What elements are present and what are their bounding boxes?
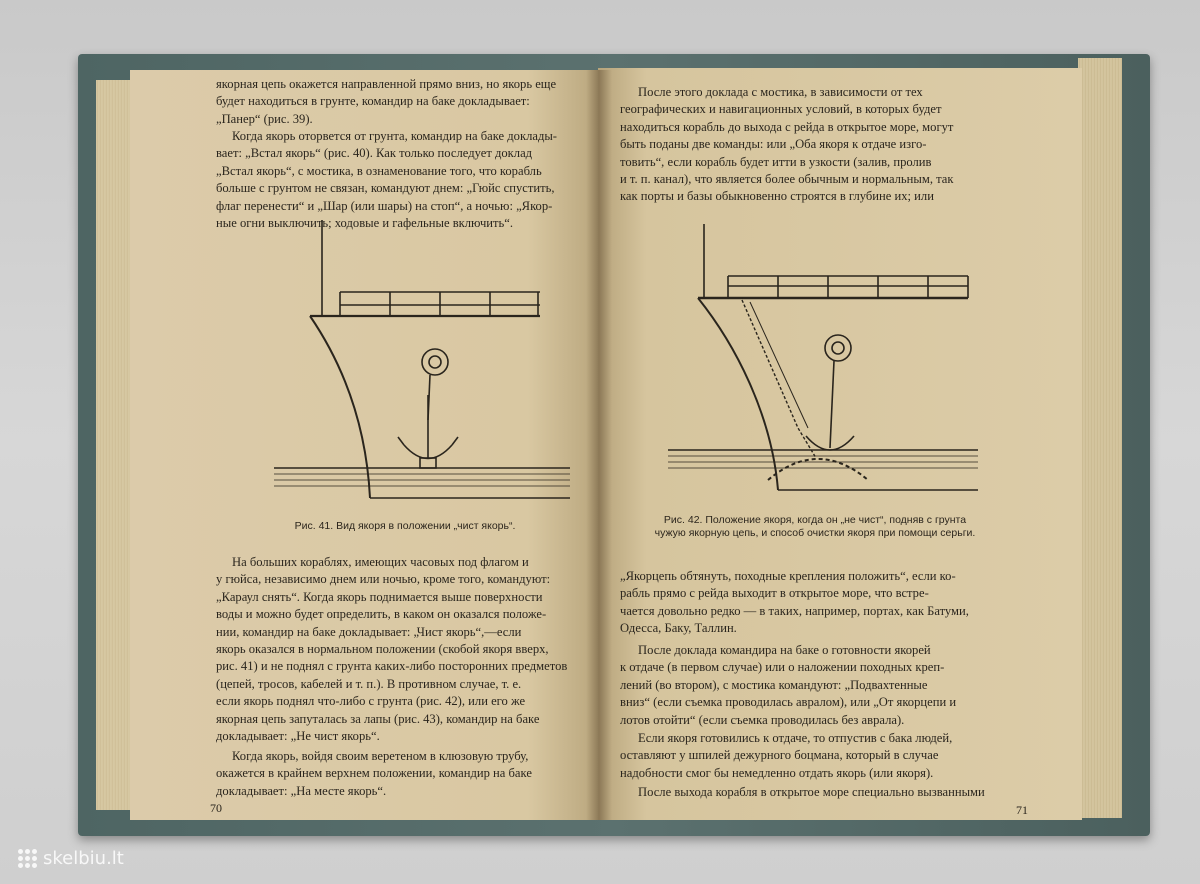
text-line: лотов отойти“ (если съемка проводилась без аврала). [620,712,905,727]
text-line: товить“, если корабль будет итти в узкости (залив, пролив [620,154,932,169]
right-paragraph-2 [620,568,1008,638]
text-line: воды и можно будет определить, в каком он оказался положе- [216,607,547,622]
right-paragraph-4 [620,730,1008,782]
text-line: если якорь поднял что-либо с грунта (рис. 42), или его же [216,694,526,709]
text-line: находиться корабль до выхода с рейда в открытое море, могут [620,119,954,134]
watermark-text: skelbiu.lt [43,848,124,869]
text-line: якорная цепь запуталась за лапы (рис. 43), командир на баке [216,711,540,726]
text-line: (цепей, тросов, кабелей и т. п.). В противном случае, т. е. [216,676,522,691]
figure-42-caption: Рис. 42. Положение якоря, когда он „не чист“, подняв с грунта чужую якорную цепь, и способ очистки якоря при помощи серьги. [654,514,976,539]
text-line: рис. 41) и не поднял с грунта каких-либо посторонних предметов [216,659,568,674]
right-paragraph-3 [620,642,1008,729]
right-paragraph-1 [620,84,1008,206]
figure-42-anchor-foul [668,218,978,508]
left-paragraph-1 [216,76,572,128]
text-line: Если якоря готовились к отдаче, то отпустив с бака людей, [638,731,953,745]
text-line: якорь оказался в нормальном положении (скобой якоря вверх, [216,642,549,657]
text-line: Когда якорь оторвется от грунта, командир на баке доклады- [232,129,558,143]
text-line: „Панер“ (рис. 39). [216,111,313,126]
text-line: Одесса, Баку, Таллин. [620,621,737,636]
text-line: рабль прямо с рейда выходит в открытое море, что встре- [620,586,929,601]
text-line: „Встал якорь“, с мостика, в ознаменование того, что корабль [216,163,542,178]
text-line: якорная цепь окажется направленной прямо вниз, но якорь еще [216,77,557,91]
text-line: После этого доклада с мостика, в зависимости от тех [638,85,923,99]
text-line: чается довольно редко — в таких, например, портах, как Батуми, [620,603,969,618]
right-paragraph-5 [620,784,1008,801]
text-line: оставляют у шпилей дежурного боцмана, который в случае [620,748,939,763]
text-line: На больших кораблях, имеющих часовых под флагом и [232,555,529,569]
text-line: флаг перенести“ и „Шар (или шары) на стоп“, а ночью: „Якор- [216,198,553,213]
text-line: „Якорцепь обтянуть, походные крепления положить“, если ко- [620,569,956,583]
text-line: будет находиться в грунте, командир на баке докладывает: [216,94,530,109]
text-line: вает: „Встал якорь“ (рис. 40). Как только последует доклад [216,146,533,161]
text-line: „Караул снять“. Когда якорь поднимается выше поверхности [216,589,543,604]
text-line: как порты и базы обыкновенно строятся в глубине их; или [620,189,934,204]
text-line: После выхода корабля в открытое море специально вызванными [638,785,985,799]
page-number-right: 71 [1016,803,1028,817]
left-paragraph-3 [216,554,572,745]
text-line: После доклада командира на баке о готовности якорей [638,643,931,657]
text-line: и т. п. канал), что является более обычным и нормальным, так [620,172,954,187]
left-paragraph-4 [216,748,572,800]
text-line: лений (во втором), с мостика командуют: „Подвахтенные [620,677,928,692]
text-line: быть поданы две команды: или „Оба якоря к отдаче изго- [620,137,927,152]
text-line: докладывает: „Не чист якорь“. [216,729,380,744]
text-line: к отдаче (в первом случае) или о наложении походных креп- [620,660,945,675]
text-line: докладывает: „На месте якорь“. [216,783,387,798]
watermark [18,848,124,869]
figure-41-caption: Рис. 41. Вид якоря в положении „чист якорь“. [294,520,516,532]
page-number-left: 70 [210,801,222,815]
text-line: больше с грунтом не связан, командуют днем: „Гюйс спустить, [216,181,555,196]
text-line: ные огни выключить; ходовые и гафельные включить“. [216,216,514,231]
left-page [130,70,598,820]
text-line: окажется в крайнем верхнем положении, командир на баке [216,766,532,781]
book-gutter [586,70,612,820]
text-line: у гюйса, независимо днем или ночью, кроме того, командуют: [216,572,551,587]
text-line: надобности смог бы немедленно отдать якорь (или якоря). [620,765,934,780]
right-page [598,68,1082,820]
right-page-edges [1078,58,1122,818]
dots-logo-icon [18,849,37,868]
text-line: географических и навигационных условий, в которых будет [620,102,942,117]
figure-41-anchor-clear [270,210,570,510]
text-line: вниз“ (если съемка проводилась авралом), или „От якорцепи и [620,695,957,710]
text-line: нии, командир на баке докладывает: „Чист якорь“,—если [216,624,522,639]
text-line: Когда якорь, войдя своим веретеном в клюзовую трубу, [232,749,529,763]
